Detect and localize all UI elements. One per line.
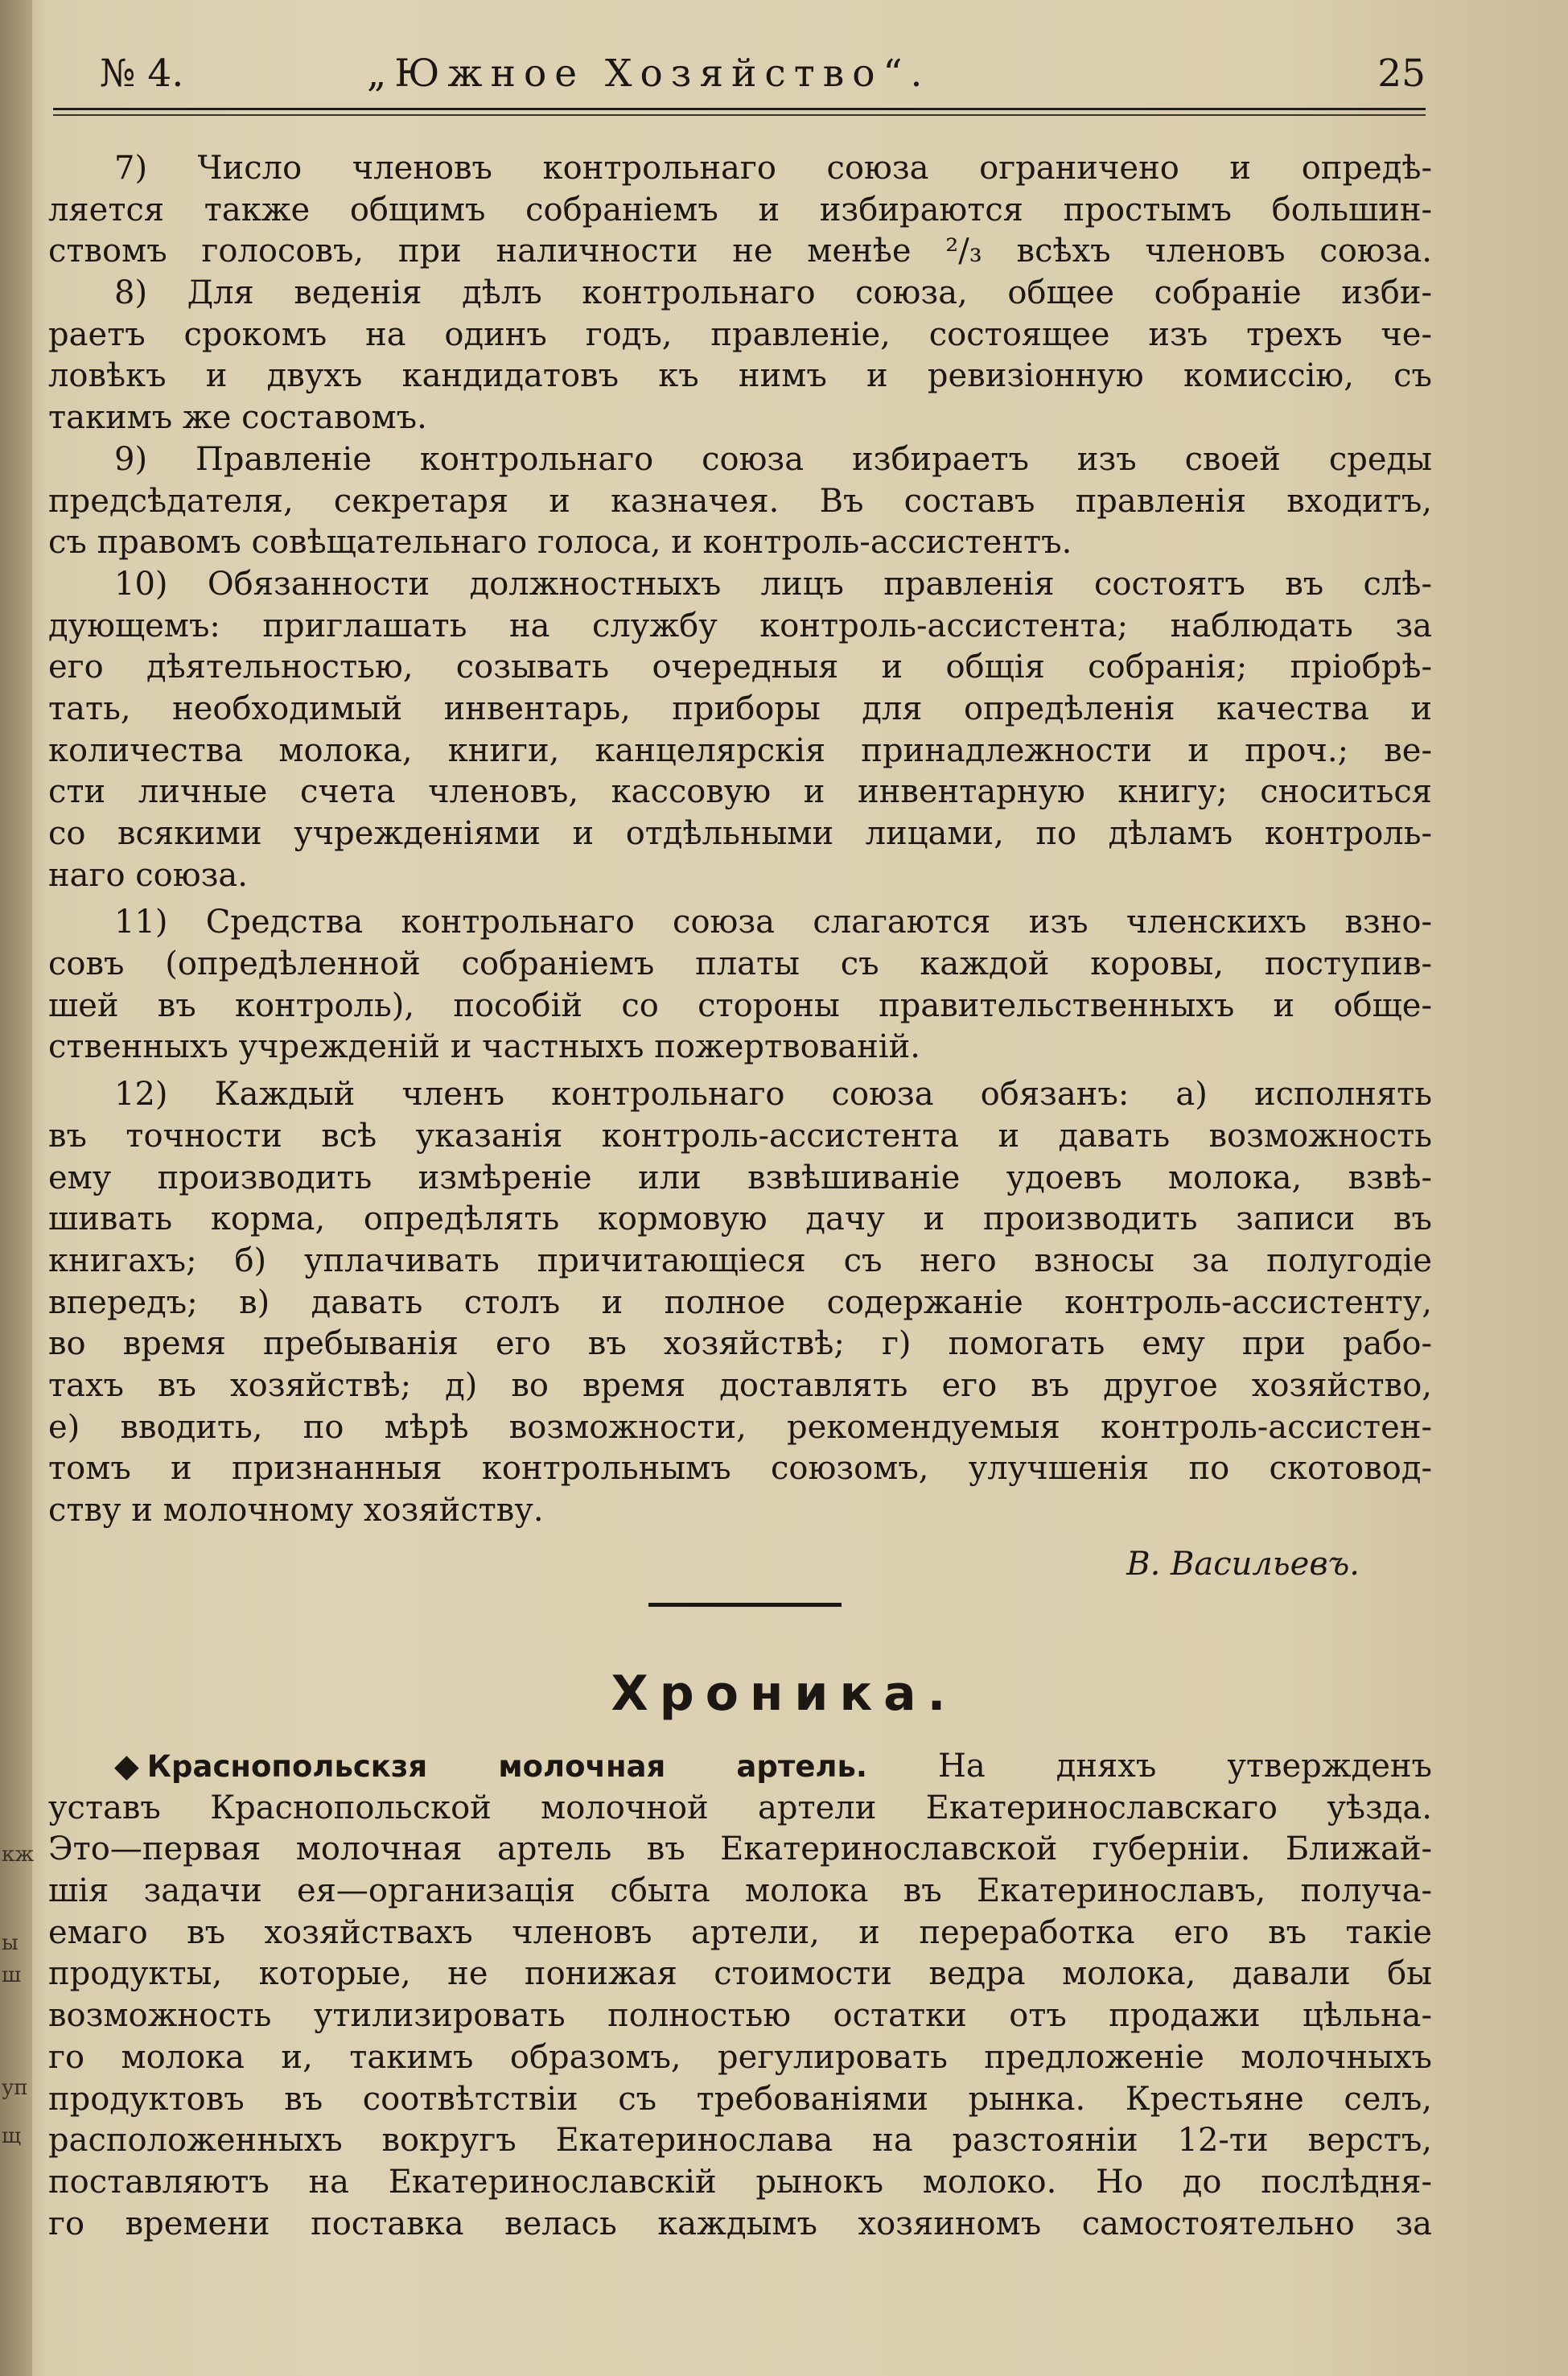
paragraph-12 — [48, 1074, 1432, 1532]
margin-fragment: уп — [2, 2076, 28, 2100]
text-line: съ правомъ совѣщательнаго голоса, и контроль-ассистентъ. — [48, 524, 1072, 562]
running-header — [53, 42, 1426, 106]
text-line: 7) Число членовъ контрольнаго союза ограничено и опредѣ- — [114, 150, 1432, 187]
margin-fragment: щ — [2, 2124, 22, 2148]
text-line: въ точности всѣ указанія контроль-ассистента и давать возможность — [48, 1117, 1432, 1155]
text-line: томъ и признанныя контрольнымъ союзомъ, улучшенія по скотовод- — [48, 1450, 1432, 1488]
header-rule — [53, 108, 1426, 110]
text-line: емаго въ хозяйствахъ членовъ артели, и переработка его въ такіе — [48, 1913, 1432, 1951]
header-rule-thin — [53, 114, 1426, 116]
text-line: шивать корма, опредѣлять кормовую дачу и производить записи въ — [48, 1200, 1432, 1238]
section-title: Хроника. — [611, 1666, 957, 1722]
text-line: продукты, которые, не понижая стоимости ведра молока, давали бы — [48, 1955, 1432, 1993]
page-number: 25 — [1377, 51, 1426, 96]
paragraph-10 — [48, 564, 1432, 897]
text-line: его дѣятельностью, созывать очередныя и общія собранія; пріобрѣ- — [48, 649, 1432, 686]
author-signature: В. Васильевъ. — [1126, 1545, 1360, 1583]
text-line: ствомъ голосовъ, при наличности не менѣе ²/₃ всѣхъ членовъ союза. — [48, 233, 1432, 270]
text-line: во время пребыванія его въ хозяйствѣ; г) помогать ему при рабо- — [48, 1325, 1432, 1363]
text-line: 8) Для веденія дѣлъ контрольнаго союза, общее собраніе изби- — [114, 274, 1432, 312]
issue-number: № 4. — [100, 51, 184, 96]
text-line: ему производить измѣреніе или взвѣшиваніе удоевъ молока, взвѣ- — [48, 1159, 1432, 1196]
text-line: Это—первая молочная артель въ Екатеринославской губерніи. Ближай- — [48, 1830, 1432, 1868]
article-body — [48, 148, 1432, 1588]
text-line: ственныхъ учрежденій и частныхъ пожертвованій. — [48, 1028, 920, 1066]
chronicle-section — [48, 1746, 1432, 2245]
text-line: е) вводить, по мѣрѣ возможности, рекомендуемыя контроль-ассистен- — [48, 1408, 1432, 1446]
text-line: тахъ въ хозяйствѣ; д) во время доставлять его въ другое хозяйство, — [48, 1366, 1432, 1404]
text-line: возможность утилизировать полностью остатки отъ продажи цѣльна- — [48, 1997, 1432, 2035]
text-line: такимъ же составомъ. — [48, 399, 427, 437]
text-line: раетъ срокомъ на одинъ годъ, правленіе, состоящее изъ трехъ че- — [48, 315, 1432, 353]
text-line: количества молока, книги, канцелярскія принадлежности и проч.; ве- — [48, 731, 1432, 769]
text-fragment: На дняхъ утвержденъ — [938, 1748, 1432, 1785]
text-line: со всякими учрежденіями и отдѣльными лицами, по дѣламъ контроль- — [48, 815, 1432, 852]
paragraph-9 — [48, 439, 1432, 564]
text-line: поставляютъ на Екатеринославскій рынокъ молоко. Но до послѣдня- — [48, 2163, 1432, 2201]
text-line: уставъ Краснопольской молочной артели Екатеринославскаго уѣзда. — [48, 1789, 1432, 1826]
item-subheading: Краснопольскзя молочная артель. — [146, 1749, 867, 1784]
text-line: книгахъ; б) уплачивать причитающіеся съ него взносы за полугодіе — [48, 1242, 1432, 1279]
text-line: шія задачи ея—организація сбыта молока въ Екатеринославъ, получа- — [48, 1872, 1432, 1910]
paragraph-8 — [48, 273, 1432, 439]
text-line: шей въ контроль), пособій со стороны правительственныхъ и обще- — [48, 986, 1432, 1024]
margin-fragment: ш — [2, 1963, 22, 1987]
text-line: дующемъ: приглашать на службу контроль-ассистента; наблюдать за — [48, 607, 1432, 644]
text-line: го времени поставка велась каждымъ хозяиномъ самостоятельно за — [48, 2205, 1432, 2242]
text-line: 9) Правленіе контрольнаго союза избираетъ изъ своей среды — [114, 440, 1432, 478]
text-line: сти личные счета членовъ, кассовую и инвентарную книгу; сноситься — [48, 773, 1432, 811]
text-line: продуктовъ въ соотвѣтствіи съ требованіями рынка. Крестьяне селъ, — [48, 2080, 1432, 2118]
text-line: 12) Каждый членъ контрольнаго союза обязанъ: а) исполнять — [114, 1076, 1432, 1114]
text-line: тать, необходимый инвентарь, приборы для опредѣленія качества и — [48, 690, 1432, 727]
text-line: впередъ; в) давать столъ и полное содержаніе контроль-ассистенту, — [48, 1283, 1432, 1321]
margin-fragment: ы — [2, 1931, 19, 1955]
margin-fragment: кж — [2, 1843, 35, 1867]
diamond-bullet-icon: ◆ — [114, 1748, 139, 1785]
paragraph-7 — [48, 148, 1432, 273]
text-line: го молока и, такимъ образомъ, регулировать предложеніе молочныхъ — [48, 2038, 1432, 2076]
text-line: 11) Средства контрольнаго союза слагаются изъ членскихъ взно- — [114, 904, 1432, 941]
journal-title: „Южное Хозяйство“. — [367, 51, 931, 96]
text-line: ству и молочному хозяйству. — [48, 1492, 544, 1529]
text-line: ловѣкъ и двухъ кандидатовъ къ нимъ и ревизіонную комиссію, съ — [48, 357, 1432, 395]
paragraph-11 — [48, 902, 1432, 1069]
text-line: 10) Обязанности должностныхъ лицъ правленія состоятъ въ слѣ- — [114, 565, 1432, 603]
binding-gutter — [0, 0, 35, 2376]
text-line: совъ (опредѣленной собраніемъ платы съ каждой коровы, поступив- — [48, 945, 1432, 983]
chronicle-first-line — [48, 1746, 1432, 1788]
section-divider — [648, 1603, 842, 1607]
text-line: наго союза. — [48, 856, 248, 894]
text-line: ляется также общимъ собраніемъ и избираются простымъ большин- — [48, 191, 1432, 229]
text-line: предсѣдателя, секретаря и казначея. Въ составъ правленія входитъ, — [48, 482, 1432, 520]
text-line: расположенныхъ вокругъ Екатеринослава на разстояніи 12-ти верстъ, — [48, 2122, 1432, 2160]
